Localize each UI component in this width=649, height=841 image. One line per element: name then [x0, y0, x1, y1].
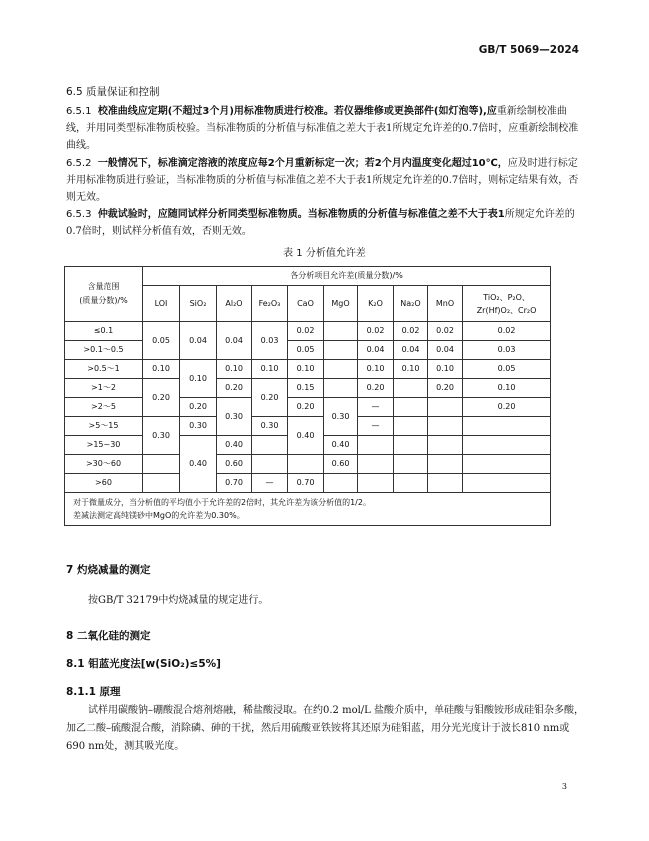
table-cell: 0.04: [394, 341, 428, 360]
table-cell: [324, 474, 358, 493]
table-cell: 0.30: [180, 417, 217, 436]
table-cell: 0.10: [143, 360, 180, 379]
table-cell: 0.40: [324, 436, 358, 455]
table-cell: 0.20: [358, 379, 394, 398]
table-cell: 0.60: [217, 455, 252, 474]
col-header-na2o: Na₂O: [394, 286, 428, 322]
table-cell: —: [358, 398, 394, 417]
table-cell: 0.10: [394, 360, 428, 379]
table-cell: 0.05: [463, 360, 551, 379]
clause-text: 应及时进行标定并用标准物质进行验证，当标准物质的分析值与标准值之差不大于表1所规定允许差的0.7倍时，则标定结果有效，否则无效。: [66, 158, 579, 203]
table-cell: 0.60: [324, 455, 358, 474]
section-7-body: 按GB/T 32179中灼烧减量的规定进行。: [88, 595, 269, 606]
table-cell: 0.02: [463, 322, 551, 341]
table-cell: 0.30: [324, 398, 358, 436]
col-header-al2o3: Al₂O: [217, 286, 252, 322]
table-cell: [288, 455, 324, 474]
range-cell: >2～5: [65, 398, 143, 417]
table-cell: 0.04: [428, 341, 463, 360]
table-cell: 0.20: [463, 398, 551, 417]
section-8-1-1-heading: 8.1.1 原理: [66, 686, 121, 698]
col-header-trace-line1: TiO₂、P₂O、: [483, 292, 530, 302]
range-cell: ≤0.1: [65, 322, 143, 341]
clause-text: 所规定允许差的0.7倍时，则试样分析值有效，否则无效。: [66, 209, 575, 237]
table-cell: [324, 341, 358, 360]
table-cell: [324, 322, 358, 341]
table-cell: 0.04: [180, 322, 217, 360]
range-header-line2: (质量分数)/%: [79, 296, 128, 305]
table-cell: 0.20: [217, 379, 252, 398]
table-cell: [358, 474, 394, 493]
table-cell: 0.40: [217, 436, 252, 455]
table-cell: [358, 436, 394, 455]
section-7-heading: 7 灼烧减量的测定: [66, 564, 151, 576]
table-cell: [394, 398, 428, 417]
range-cell: >30～60: [65, 455, 143, 474]
range-header-line1: 含量范围: [87, 282, 120, 291]
table-cell: 0.10: [288, 360, 324, 379]
col-header-trace-line2: Zr(Hf)O₂、Cr₂O: [476, 305, 537, 315]
table-cell: [394, 436, 428, 455]
paragraph-6-5-3: [66, 206, 584, 240]
table-cell: 0.02: [428, 322, 463, 341]
col-header-cao: CaO: [288, 286, 324, 322]
table-cell: [252, 436, 288, 455]
table-cell: [428, 436, 463, 455]
table-cell: [324, 379, 358, 398]
section-8-1-heading: 8.1 钼蓝光度法[w(SiO₂)≤5%]: [66, 658, 221, 670]
table-cell: 0.20: [252, 379, 288, 417]
clause-text: 重新绘制校准曲线，并用同类型标准物质校验。当标准物质的分析值与标准值之差大于表1所规定允许差的0.7倍时，应重新绘制校准曲线。: [66, 106, 579, 151]
col-header-mno: MnO: [428, 286, 463, 322]
table-caption: 表 1 分析值允许差: [283, 248, 366, 259]
table-cell: 0.20: [143, 379, 180, 417]
table-cell: 0.15: [288, 379, 324, 398]
table-cell: 0.40: [180, 436, 217, 493]
table-cell: 0.30: [252, 417, 288, 436]
table-cell: 0.10: [463, 379, 551, 398]
table-cell: 0.70: [288, 474, 324, 493]
table-cell: 0.03: [463, 341, 551, 360]
table-cell: 0.10: [358, 360, 394, 379]
table-cell: [394, 474, 428, 493]
clause-lead: 一般情况下，标准滴定溶液的浓度应每2个月重新标定一次；若2个月内温度变化超过10℃，: [97, 158, 508, 169]
table-cell: 0.02: [394, 322, 428, 341]
standard-number: GB/T 5069—2024: [478, 44, 579, 56]
table-cell: 0.04: [358, 341, 394, 360]
table-cell: 0.10: [217, 360, 252, 379]
col-header-mgo: MgO: [324, 286, 358, 322]
clause-lead: 仲裁试验时，应随同试样分析同类型标准物质。当标准物质的分析值与标准值之差不大于表1: [97, 209, 505, 220]
table-cell: —: [252, 474, 288, 493]
table-cell: —: [358, 417, 394, 436]
table-cell: 0.04: [217, 322, 252, 360]
table-cell: [463, 436, 551, 455]
clause-number: 6.5.1: [66, 106, 92, 117]
range-cell: >60: [65, 474, 143, 493]
section-8-heading: 8 二氧化硅的测定: [66, 630, 151, 642]
col-header-fe2o3: Fe₂O₃: [252, 286, 288, 322]
range-cell: >0.5～1: [65, 360, 143, 379]
tolerance-table: [64, 266, 551, 526]
table-cell: [428, 417, 463, 436]
table-cell: 0.40: [288, 417, 324, 455]
table-cell: [463, 455, 551, 474]
group-header: 各分析项目允许差(质量分数)/%: [143, 267, 551, 286]
table-note: [65, 493, 551, 526]
table-cell: [463, 417, 551, 436]
table-cell: [143, 455, 180, 474]
table-cell: 0.20: [288, 398, 324, 417]
table-cell: [428, 455, 463, 474]
clause-number: 6.5.2: [66, 158, 92, 169]
range-header: [65, 267, 143, 322]
col-header-trace-oxides: [463, 286, 551, 322]
table-cell: 0.05: [288, 341, 324, 360]
table-cell: 0.20: [180, 398, 217, 417]
section-6-5-heading: 6.5 质量保证和控制: [66, 86, 160, 98]
table-cell: [394, 455, 428, 474]
table-cell: 0.30: [143, 417, 180, 455]
table-cell: 0.05: [143, 322, 180, 360]
table-cell: [394, 379, 428, 398]
table-cell: 0.02: [288, 322, 324, 341]
col-header-k2o: K₂O: [358, 286, 394, 322]
table-cell: [428, 474, 463, 493]
table-cell: 0.03: [252, 322, 288, 360]
table-cell: [394, 417, 428, 436]
range-cell: >0.1～0.5: [65, 341, 143, 360]
paragraph-6-5-2: [66, 155, 584, 206]
table-cell: [428, 398, 463, 417]
table-cell: [143, 474, 180, 493]
table-cell: [358, 455, 394, 474]
clause-lead: 校准曲线应定期(不超过3个月)用标准物质进行校准。若仪器维修或更换部件(如灯泡等),应: [97, 106, 497, 117]
table-cell: 0.10: [428, 360, 463, 379]
table-cell: 0.70: [217, 474, 252, 493]
table-note-line2: 差减法测定高纯镁砂中MgO的允许差为0.30%。: [73, 511, 245, 520]
table-cell: [252, 455, 288, 474]
paragraph-6-5-1: [66, 103, 584, 154]
table-cell: [463, 474, 551, 493]
range-cell: >1～2: [65, 379, 143, 398]
table-cell: 0.30: [217, 398, 252, 436]
col-header-loi: LOI: [143, 286, 180, 322]
table-note-line1: 对于微量成分，当分析值的平均值小于允许差的2倍时，其允许差为该分析值的1/2。: [73, 498, 371, 507]
table-cell: 0.10: [180, 360, 217, 398]
page-number: 3: [561, 782, 567, 791]
principle-paragraph: 试样用碳酸钠–硼酸混合熔剂熔融，稀盐酸浸取。在约0.2 mol/L 盐酸介质中，单硅酸与钼酸铵形成硅钼杂多酸，加乙二酸–硫酸混合酸，消除磷、砷的干扰，然后用硫酸亚铁铵将其还原为硅钼蓝，用分光光度计于波长810 nm或690 nm处，测其吸光度。: [66, 705, 584, 752]
range-cell: >5～15: [65, 417, 143, 436]
table-cell: 0.10: [252, 360, 288, 379]
range-cell: >15~30: [65, 436, 143, 455]
table-cell: 0.20: [428, 379, 463, 398]
table-cell: 0.02: [358, 322, 394, 341]
table-cell: [324, 360, 358, 379]
clause-number: 6.5.3: [66, 209, 92, 220]
col-header-sio2: SiO₂: [180, 286, 217, 322]
